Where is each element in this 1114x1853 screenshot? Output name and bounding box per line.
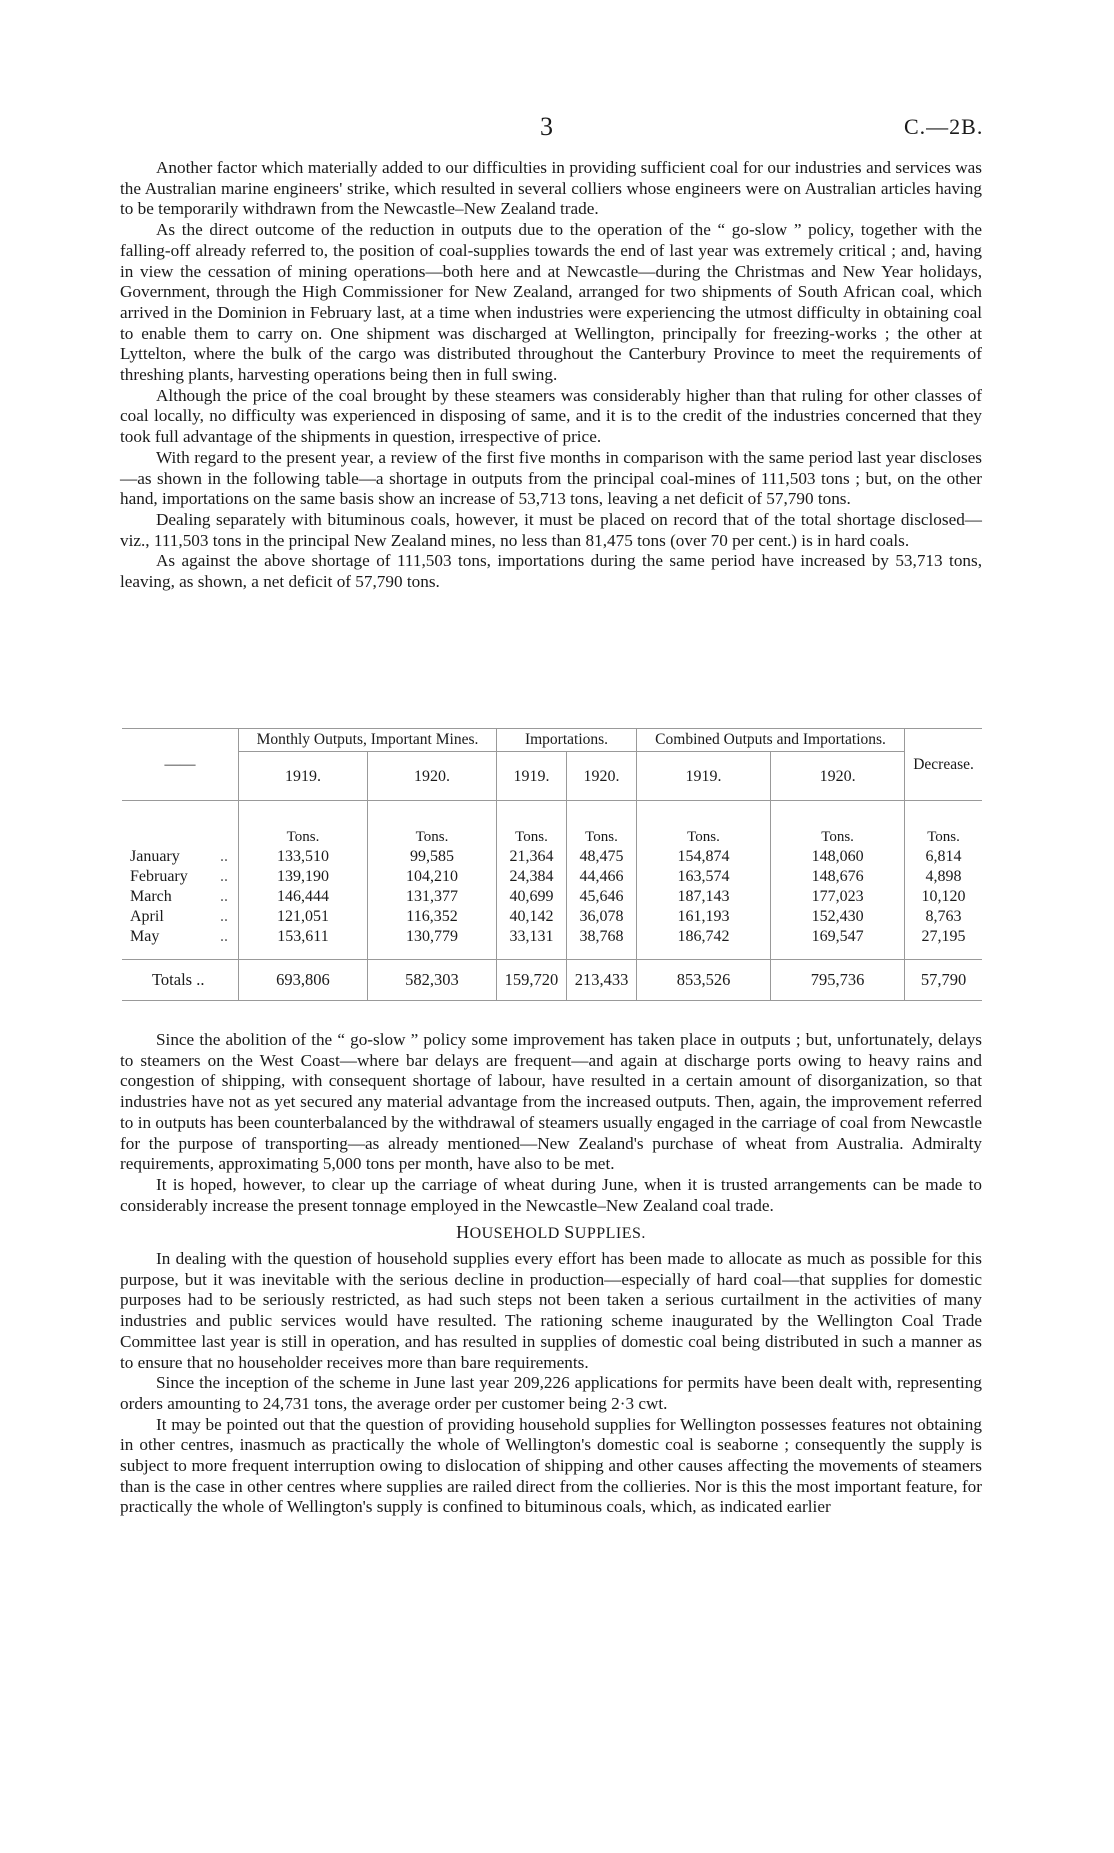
page-number: 3 bbox=[540, 112, 553, 141]
unit-label: Tons. bbox=[367, 801, 496, 848]
table-cell: 4,898 bbox=[905, 867, 982, 887]
total-cell: 582,303 bbox=[367, 960, 496, 1001]
table-row bbox=[122, 927, 982, 960]
table-cell: 8,763 bbox=[905, 907, 982, 927]
month-label: May bbox=[130, 928, 160, 945]
leader-dots: .. bbox=[220, 888, 228, 905]
totals-label: Totals bbox=[152, 970, 193, 989]
group-header-outputs: Monthly Outputs, Important Mines. bbox=[239, 729, 497, 752]
month-label: March bbox=[130, 888, 172, 905]
year-header: 1920. bbox=[771, 752, 905, 801]
body-text-top bbox=[120, 158, 982, 593]
paragraph: Another factor which materially added to our difficulties in providing sufficient coal for our industries and services was the Australian marine engineers' strike, which resulted in several colliers whose engineers were on Australian articles having to be temporarily withdrawn from the Newcastle–New Zealand trade. bbox=[120, 158, 982, 219]
month-label: January bbox=[130, 848, 180, 865]
year-header: 1919. bbox=[496, 752, 566, 801]
paragraph: Although the price of the coal brought by these steamers was considerably higher than that ruling for other classes of coal locally, no difficulty was experienced in disposing of same, and it is to the credit of the industries concerned that they took full advantage of the shipments in question, irrespective of price. bbox=[120, 385, 982, 447]
table-row bbox=[122, 907, 982, 927]
table-cell: 6,814 bbox=[905, 847, 982, 867]
table-cell: 163,574 bbox=[637, 867, 771, 887]
table-cell: 146,444 bbox=[239, 887, 368, 907]
unit-label: Tons. bbox=[905, 801, 982, 848]
table-cell: 45,646 bbox=[567, 887, 637, 907]
year-header: 1920. bbox=[367, 752, 496, 801]
table-cell: 130,779 bbox=[367, 927, 496, 960]
paragraph: In dealing with the question of household supplies every effort has been made to allocate as much as possible for this purpose, but it was inevitable with the serious decline in production—especially of hard coal—that supplies for domestic purposes had to be seriously restricted, as had such steps not been taken a serious curtailment in the activities of many industries and public services would have resulted. The rationing scheme inaugurated by the Wellington Coal Trade Committee last year is still in operation, and has resulted in supplies of domestic coal being distributed in such a manner as to ensure that no householder receives more than bare requirements. bbox=[120, 1249, 982, 1372]
paragraph: With regard to the present year, a review of the first five months in comparison with the same period last year discloses—as shown in the following table—a shortage in outputs from the principal coal-mines of 111,503 tons ; but, on the other hand, importations on the same basis show an increase of 53,713 tons, leaving a net deficit of 57,790 tons. bbox=[120, 447, 982, 509]
table-cell: 153,611 bbox=[239, 927, 368, 960]
table-cell: 161,193 bbox=[637, 907, 771, 927]
table-cell: 148,676 bbox=[771, 867, 905, 887]
table-cell: 186,742 bbox=[637, 927, 771, 960]
paragraph: It may be pointed out that the question of providing household supplies for Wellington possesses features not obtaining in other centres, inasmuch as practically the whole of Wellington's domestic coal is seaborne ; consequently the supply is subject to more frequent interruption owing to dislocation of shipping and other causes affecting the movements of steamers than is the case in other centres where supplies are railed direct from the collieries. Nor is this the most important feature, for practically the whole of Wellington's supply is confined to bituminous coals, which, as indicated earlier bbox=[120, 1414, 982, 1517]
unit-label: Tons. bbox=[567, 801, 637, 848]
body-text-bottom bbox=[120, 1030, 982, 1518]
table-cell: 48,475 bbox=[567, 847, 637, 867]
leader-dots: .. bbox=[220, 868, 228, 885]
coal-supply-table bbox=[122, 728, 982, 1001]
table-cell: 139,190 bbox=[239, 867, 368, 887]
leader-dots: .. bbox=[220, 848, 228, 865]
table-cell: 10,120 bbox=[905, 887, 982, 907]
leader-dots: .. bbox=[220, 928, 228, 945]
table-cell: 44,466 bbox=[567, 867, 637, 887]
paragraph: As the direct outcome of the reduction in outputs due to the operation of the “ go-slow ” policy, together with the falling-off already referred to, the position of coal-supplies towards the end of last year was extremely critical ; and, having in view the cessation of mining operations—both here and at Newcastle—during the Christmas and New Year holidays, Government, through the High Commissioner for New Zealand, arranged for two shipments of South African coal, which arrived in the Dominion in February last, at a time when industries were experiencing the utmost difficulty in obtaining coal to enable them to carry on. One shipment was discharged at Wellington, principally for freezing-works ; the other at Lyttelton, where the bulk of the cargo was distributed throughout the Canterbury Province to meet the requirements of threshing plants, harvesting operations being then in full swing. bbox=[120, 220, 982, 385]
paragraph: It is hoped, however, to clear up the carriage of wheat during June, when it is trusted arrangements can be made to considerably increase the present tonnage employed in the Newcastle–New Zealand coal trade. bbox=[120, 1174, 982, 1215]
leader-dots: .. bbox=[220, 908, 228, 925]
table-cell: 154,874 bbox=[637, 847, 771, 867]
table-cell: 177,023 bbox=[771, 887, 905, 907]
table-row bbox=[122, 847, 982, 867]
table-cell: 187,143 bbox=[637, 887, 771, 907]
group-header-importations: Importations. bbox=[496, 729, 636, 752]
year-header: 1919. bbox=[637, 752, 771, 801]
unit-label: Tons. bbox=[637, 801, 771, 848]
total-cell: 159,720 bbox=[496, 960, 566, 1001]
table-cell: 40,142 bbox=[496, 907, 566, 927]
leader-dots: .. bbox=[196, 970, 205, 989]
month-label: April bbox=[130, 908, 164, 925]
paragraph: As against the above shortage of 111,503 tons, importations during the same period have increased by 53,713 tons, leaving, as shown, a net deficit of 57,790 tons. bbox=[120, 551, 982, 592]
paragraph: Dealing separately with bituminous coals, however, it must be placed on record that of the total shortage disclosed—viz., 111,503 tons in the principal New Zealand mines, no less than 81,475 tons (over 70 per cent.) is in hard coals. bbox=[120, 509, 982, 550]
table-cell: 40,699 bbox=[496, 887, 566, 907]
table-cell: 27,195 bbox=[905, 927, 982, 960]
table-cell: 24,384 bbox=[496, 867, 566, 887]
row-header-blank: —— bbox=[164, 755, 196, 773]
paragraph: Since the abolition of the “ go-slow ” policy some improvement has taken place in outputs ; but, unfortunately, delays to steamers on the West Coast—where bar delays are frequent—and again at discharge ports owing to heavy rains and congestion of shipping, with consequent shortage of labour, have resulted in a certain amount of disorganization, so that industries have not as yet secured any material advantage from the increased outputs. Then, again, the improvement referred to in outputs has been counterbalanced by the withdrawal of steamers usually engaged in the carriage of coal from Newcastle for the purpose of transporting—as already mentioned—New Zealand's purchase of wheat from Australia. Admiralty requirements, approximating 5,000 tons per month, have also to be met. bbox=[120, 1030, 982, 1174]
table-cell: 133,510 bbox=[239, 847, 368, 867]
total-cell: 853,526 bbox=[637, 960, 771, 1001]
total-cell: 57,790 bbox=[905, 960, 982, 1001]
table-cell: 131,377 bbox=[367, 887, 496, 907]
document-reference: C.—2B. bbox=[904, 114, 984, 139]
totals-row bbox=[122, 960, 982, 1001]
table-cell: 99,585 bbox=[367, 847, 496, 867]
table-cell: 116,352 bbox=[367, 907, 496, 927]
section-heading: HOUSEHOLD SUPPLIES. bbox=[456, 1222, 646, 1243]
table-row bbox=[122, 867, 982, 887]
unit-label: Tons. bbox=[239, 801, 368, 848]
month-label: February bbox=[130, 868, 188, 885]
table-cell: 33,131 bbox=[496, 927, 566, 960]
table-cell: 121,051 bbox=[239, 907, 368, 927]
year-header: 1919. bbox=[239, 752, 368, 801]
table-row bbox=[122, 887, 982, 907]
table-cell: 38,768 bbox=[567, 927, 637, 960]
year-header: 1920. bbox=[567, 752, 637, 801]
table-cell: 104,210 bbox=[367, 867, 496, 887]
table-cell: 169,547 bbox=[771, 927, 905, 960]
total-cell: 795,736 bbox=[771, 960, 905, 1001]
total-cell: 213,433 bbox=[567, 960, 637, 1001]
decrease-header: Decrease. bbox=[905, 729, 982, 801]
paragraph: Since the inception of the scheme in June last year 209,226 applications for permits have been dealt with, representing orders amounting to 24,731 tons, the average order per customer being 2·3 cwt. bbox=[120, 1373, 982, 1413]
table-cell: 152,430 bbox=[771, 907, 905, 927]
table-cell: 21,364 bbox=[496, 847, 566, 867]
table-cell: 36,078 bbox=[567, 907, 637, 927]
unit-label: Tons. bbox=[771, 801, 905, 848]
table-cell: 148,060 bbox=[771, 847, 905, 867]
group-header-combined: Combined Outputs and Importations. bbox=[637, 729, 905, 752]
unit-label: Tons. bbox=[496, 801, 566, 848]
total-cell: 693,806 bbox=[239, 960, 368, 1001]
